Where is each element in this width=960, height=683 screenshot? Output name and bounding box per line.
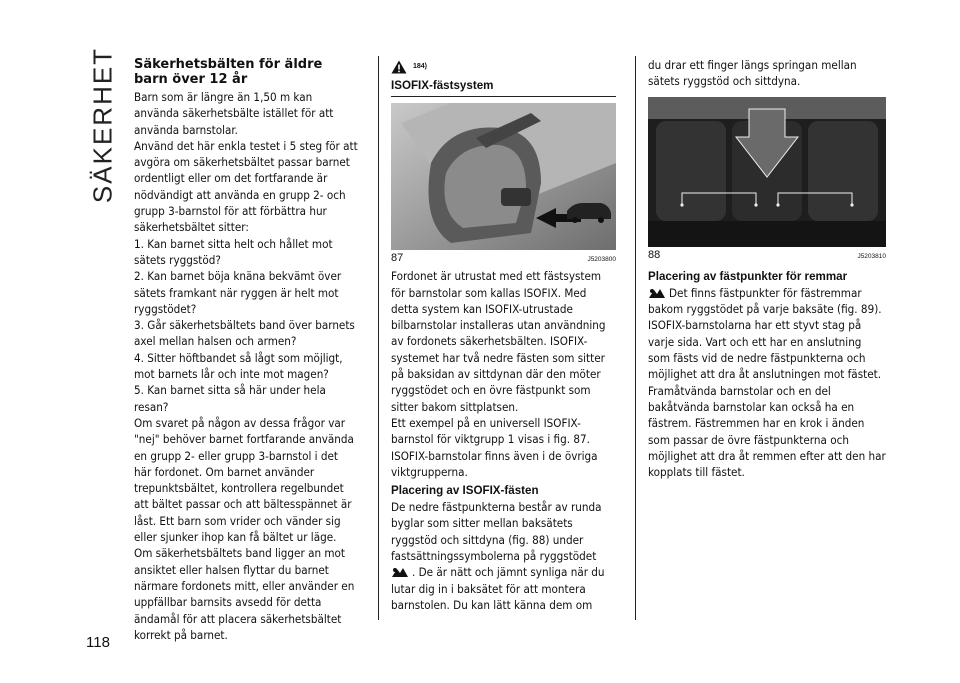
section-heading: Säkerhetsbälten för äldre barn över 12 år xyxy=(134,57,323,87)
paragraph: ISOFIX-barnstolarna har ett styvt stag på varje sida. Vart och ett har en anslutning som fästs vid de nedre fästpunkterna och möjlighet att dra åt anslutningen mot fästet. Framåtvända barnstolar och en del bakåtvända barnstolar kan också ha en fästrem. Fästremmen har en krok i änden som passar de övre fästpunkterna och möjlighet att dra åt remmen efter att den har kopplats till fästet. xyxy=(648,318,886,480)
list-item: 3. Går säkerhetsbältets band över barnets axel mellan halsen och armen? xyxy=(134,318,355,349)
paragraph: Det finns fästpunkter för fästremmar bakom ryggstödet på varje baksäte (fig. 89). xyxy=(648,285,882,317)
paragraph: du drar ett finger längs springan mellan sätets ryggstöd och sittdyna. xyxy=(648,58,857,89)
isofix-anchor-icon xyxy=(391,567,409,578)
figure-88-rear-seat xyxy=(648,97,886,247)
section-side-title: SÄKERHET xyxy=(87,46,118,204)
column-2 xyxy=(391,57,616,613)
column-1 xyxy=(134,57,358,643)
paragraph: Barn som är längre än 1,50 m kan använda säkerhetsbälte istället för att använda barnstolar. xyxy=(134,90,334,137)
figure-87-isofix-seat xyxy=(391,103,616,250)
child-seat-illustration xyxy=(391,103,616,250)
warning-icon xyxy=(391,60,407,74)
subheading: Placering av fästpunkter för remmar xyxy=(648,269,848,283)
figure-caption xyxy=(648,247,886,265)
column-divider xyxy=(378,56,379,620)
figure-code: J5203810 xyxy=(857,252,886,260)
paragraph: Använd det här enkla testet i 5 steg för att avgöra om säkerhetsbältet passar barnet ordentligt eller om det fortfarande är nödvändigt att använda en grupp 2- och grupp 3-barnstol för att förbättra hur säkerhetsbältet sitter: xyxy=(134,138,358,235)
figure-number: 88 xyxy=(648,248,661,261)
page-number: 118 xyxy=(86,634,110,651)
list-item: 1. Kan barnet sitta helt och hållet mot sätets ryggstöd? xyxy=(134,236,333,267)
column-divider xyxy=(635,56,636,620)
section-title: ISOFIX-fästsystem xyxy=(391,79,494,92)
figure-code: J5203800 xyxy=(587,256,616,263)
paragraph: Ett exempel på en universell ISOFIX-barnstol för viktgrupp 1 visas i fig. 87. ISOFIX-barnstolar finns även i de övriga viktgrupperna. xyxy=(391,415,598,479)
isofix-anchor-icon xyxy=(648,288,666,299)
warning-reference: 184) xyxy=(391,56,616,78)
subheading: Placering av ISOFIX-fästen xyxy=(391,484,539,498)
figure-caption xyxy=(391,250,616,268)
rear-seat-illustration xyxy=(648,97,886,247)
list-item: 4. Sitter höftbandet så lågt som möjligt, mot barnets lår och inte mot magen? xyxy=(134,350,343,382)
list-item: 5. Kan barnet sitta så här under hela resan? xyxy=(134,383,326,414)
paragraph: Fordonet är utrustat med ett fästsystem för barnstolar som kallas ISOFIX. Med detta system kan ISOFIX-utrustade bilbarnstolar installeras utan användning av fordonets säkerhetsbälten. ISOFIX-systemet har två nedre fästen som sitter på baksidan av sittdynan där den möter ryggstödet och en övre fästpunkt som sitter bakom sittplatsen. xyxy=(391,269,606,414)
figure-number: 87 xyxy=(391,252,404,264)
list-item: 2. Kan barnet böja knäna bekvämt över sätets framkant när ryggen är helt mot ryggstödet? xyxy=(134,269,342,316)
paragraph: Om svaret på någon av dessa frågor var "nej" behöver barnet fortfarande använda en grupp 2- eller grupp 3-barnstol i det här fordonet. Om barnet använder trepunktsbältet, kontrollera regelbundet att bältet passar och att bältesspännet är låst. Ett barn som vrider och vänder sig eller sjunker ihop kan få bältet ur läge. Om säkerhetsbältets band ligger an mot ansiktet eller halsen flyttar du barnet närmare fordonets mitt, eller använder en uppfällbar barnsits avsedd för detta ändamål för att placera säkerhetsbältet korrekt på barnet. xyxy=(134,415,355,642)
paragraph: De nedre fästpunkterna består av runda byglar som sitter mellan baksätets ryggstöd och sittdyna (fig. 88) under fastsättningssymbolerna på ryggstödet . De är nätt och jämnt synliga när du lutar dig in i baksätet för att montera barnstolen. Du kan lätt känna dem om xyxy=(391,500,605,612)
column-3 xyxy=(648,57,886,480)
title-rule xyxy=(391,96,616,97)
